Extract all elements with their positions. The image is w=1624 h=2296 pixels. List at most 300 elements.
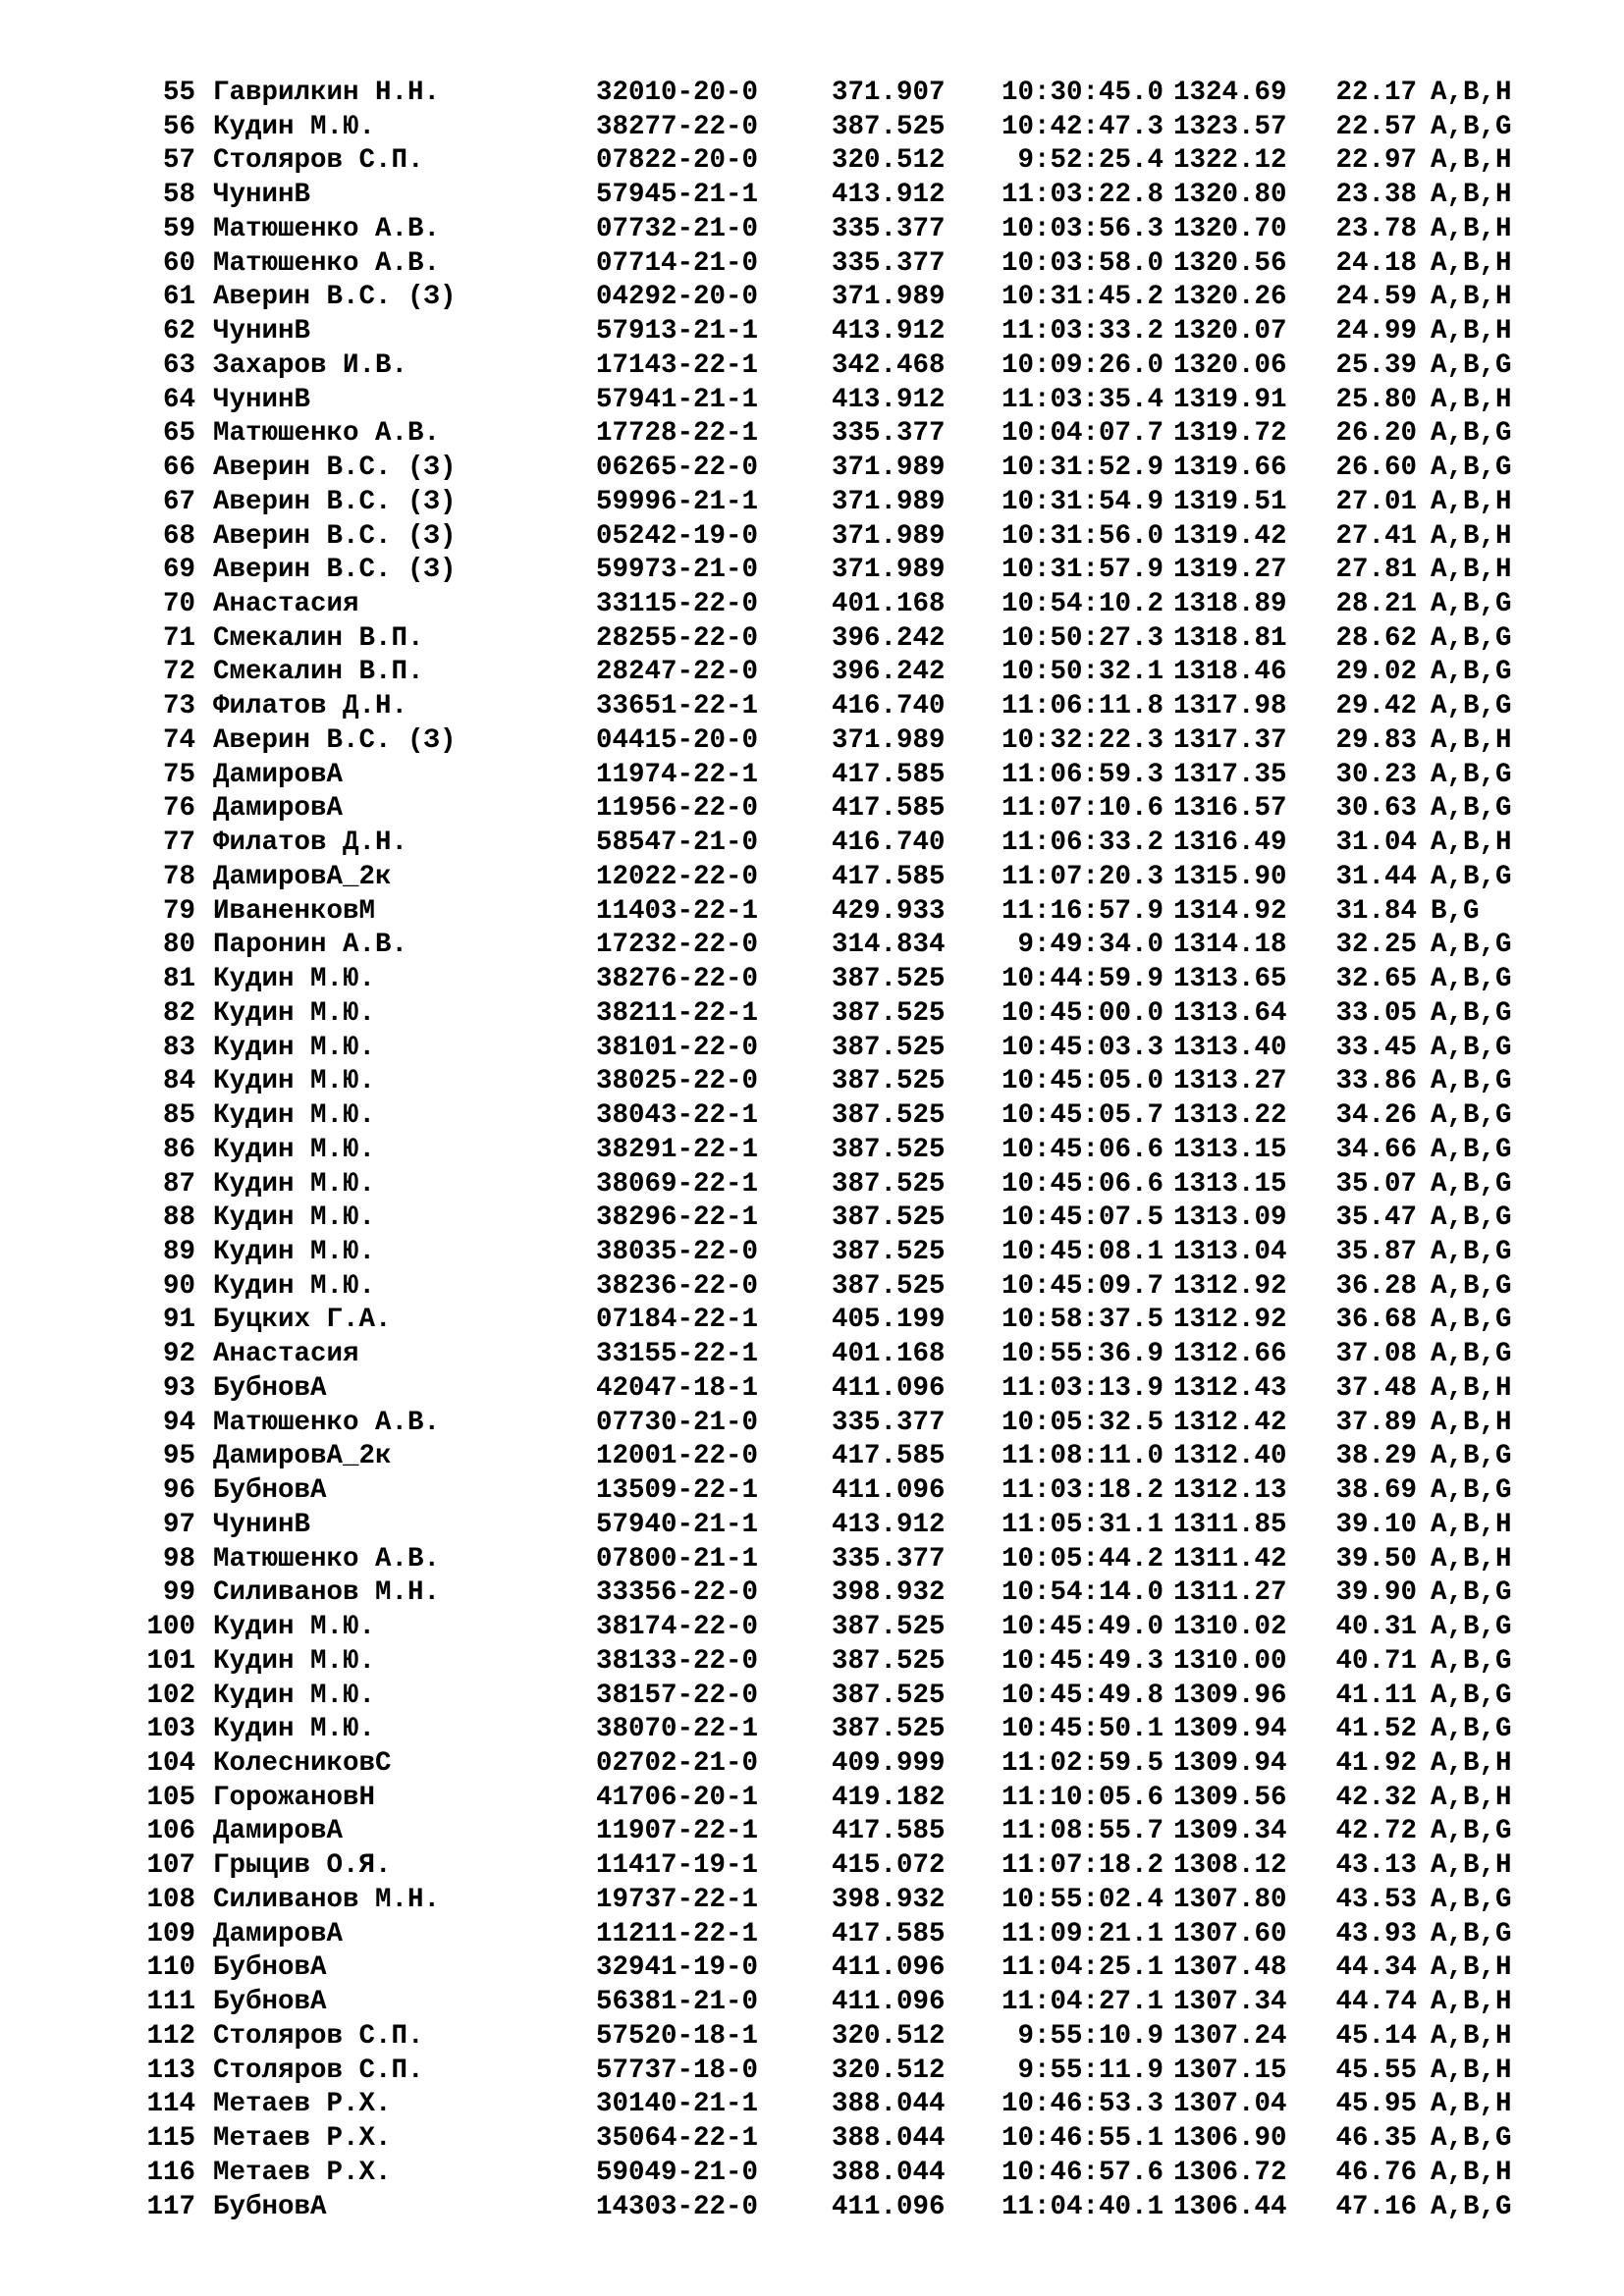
arrival-time: 11:07:18.2 xyxy=(1001,1850,1164,1882)
distance-km: 387.525 xyxy=(832,1645,946,1677)
ring-number: 38035-22-0 xyxy=(596,1236,759,1267)
arrival-time: 11:03:13.9 xyxy=(1001,1372,1164,1404)
arrival-time: 10:31:54.9 xyxy=(1001,486,1164,517)
groups: A,B,G xyxy=(1431,589,1512,620)
speed: 1317.98 xyxy=(1173,691,1287,722)
distance-km: 371.989 xyxy=(832,486,946,517)
fancier-name: ДамировА_2к xyxy=(213,1441,392,1472)
arrival-time: 11:04:27.1 xyxy=(1001,1987,1164,2018)
groups: A,B,H xyxy=(1431,1952,1512,1984)
speed: 1320.70 xyxy=(1173,213,1287,244)
speed: 1315.90 xyxy=(1173,861,1287,892)
speed: 1307.48 xyxy=(1173,1952,1287,1984)
coefficient: 34.66 xyxy=(1335,1134,1417,1165)
place-number: 79 xyxy=(162,895,195,927)
speed: 1320.26 xyxy=(1173,282,1287,313)
place-number: 109 xyxy=(146,1918,195,1949)
distance-km: 387.525 xyxy=(832,1032,946,1063)
coefficient: 24.59 xyxy=(1335,282,1417,313)
distance-km: 335.377 xyxy=(832,1543,946,1575)
coefficient: 40.71 xyxy=(1335,1645,1417,1677)
distance-km: 409.999 xyxy=(832,1747,946,1779)
distance-km: 416.740 xyxy=(832,691,946,722)
coefficient: 22.97 xyxy=(1335,145,1417,177)
place-number: 115 xyxy=(146,2123,195,2155)
speed: 1320.80 xyxy=(1173,180,1287,211)
distance-km: 320.512 xyxy=(832,2055,946,2086)
distance-km: 371.907 xyxy=(832,78,946,108)
ring-number: 38296-22-1 xyxy=(596,1202,759,1234)
fancier-name: БубновА xyxy=(213,1372,327,1404)
fancier-name: Кудин М.Ю. xyxy=(213,1714,376,1745)
ring-number: 38070-22-1 xyxy=(596,1714,759,1745)
speed: 1319.91 xyxy=(1173,384,1287,415)
coefficient: 39.50 xyxy=(1335,1543,1417,1575)
groups: A,B,H xyxy=(1431,1987,1512,2018)
speed: 1318.46 xyxy=(1173,657,1287,688)
distance-km: 416.740 xyxy=(832,828,946,859)
ring-number: 57945-21-1 xyxy=(596,180,759,211)
coefficient: 45.55 xyxy=(1335,2055,1417,2086)
coefficient: 38.29 xyxy=(1335,1441,1417,1472)
fancier-name: Кудин М.Ю. xyxy=(213,1168,376,1200)
place-number: 114 xyxy=(146,2089,195,2120)
place-number: 117 xyxy=(146,2191,195,2222)
arrival-time: 10:42:47.3 xyxy=(1001,111,1164,142)
place-number: 99 xyxy=(162,1577,195,1609)
coefficient: 26.20 xyxy=(1335,418,1417,450)
ring-number: 57913-21-1 xyxy=(596,316,759,347)
coefficient: 29.42 xyxy=(1335,691,1417,722)
place-number: 86 xyxy=(162,1134,195,1165)
arrival-time: 10:09:26.0 xyxy=(1001,349,1164,381)
coefficient: 32.65 xyxy=(1335,964,1417,995)
groups: A,B,G xyxy=(1431,1577,1512,1609)
speed: 1309.94 xyxy=(1173,1747,1287,1779)
groups: A,B,H xyxy=(1431,247,1512,279)
fancier-name: Аверин В.С. (З) xyxy=(213,282,457,313)
groups: A,B,G xyxy=(1431,1816,1512,1847)
groups: A,B,G xyxy=(1431,1270,1512,1302)
distance-km: 419.182 xyxy=(832,1782,946,1813)
coefficient: 36.68 xyxy=(1335,1305,1417,1336)
coefficient: 24.99 xyxy=(1335,316,1417,347)
speed: 1307.15 xyxy=(1173,2055,1287,2086)
fancier-name: БубновА xyxy=(213,1987,327,2018)
arrival-time: 10:45:05.7 xyxy=(1001,1100,1164,1132)
distance-km: 387.525 xyxy=(832,1612,946,1643)
distance-km: 396.242 xyxy=(832,657,946,688)
speed: 1307.80 xyxy=(1173,1884,1287,1915)
groups: A,B,G xyxy=(1431,964,1512,995)
place-number: 110 xyxy=(146,1952,195,1984)
arrival-time: 10:05:32.5 xyxy=(1001,1407,1164,1438)
groups: A,B,H xyxy=(1431,2020,1512,2052)
arrival-time: 10:45:49.3 xyxy=(1001,1645,1164,1677)
arrival-time: 10:45:50.1 xyxy=(1001,1714,1164,1745)
fancier-name: Кудин М.Ю. xyxy=(213,1100,376,1132)
arrival-time: 10:46:53.3 xyxy=(1001,2089,1164,2120)
speed: 1309.96 xyxy=(1173,1680,1287,1711)
distance-km: 398.932 xyxy=(832,1577,946,1609)
place-number: 91 xyxy=(162,1305,195,1336)
speed: 1318.89 xyxy=(1173,589,1287,620)
place-number: 92 xyxy=(162,1339,195,1370)
place-number: 60 xyxy=(162,247,195,279)
arrival-time: 11:03:18.2 xyxy=(1001,1475,1164,1507)
arrival-time: 11:08:11.0 xyxy=(1001,1441,1164,1472)
place-number: 71 xyxy=(162,622,195,654)
arrival-time: 11:08:55.7 xyxy=(1001,1816,1164,1847)
speed: 1319.27 xyxy=(1173,555,1287,586)
distance-km: 398.932 xyxy=(832,1884,946,1915)
distance-km: 320.512 xyxy=(832,145,946,177)
coefficient: 47.16 xyxy=(1335,2191,1417,2222)
ring-number: 06265-22-0 xyxy=(596,453,759,484)
place-number: 98 xyxy=(162,1543,195,1575)
speed: 1314.92 xyxy=(1173,895,1287,927)
groups: A,B,H xyxy=(1431,1509,1512,1540)
distance-km: 405.199 xyxy=(832,1305,946,1336)
groups: A,B,G xyxy=(1431,418,1512,450)
coefficient: 36.28 xyxy=(1335,1270,1417,1302)
arrival-time: 9:55:11.9 xyxy=(1017,2055,1164,2086)
distance-km: 417.585 xyxy=(832,861,946,892)
groups: A,B,H xyxy=(1431,555,1512,586)
speed: 1320.07 xyxy=(1173,316,1287,347)
place-number: 66 xyxy=(162,453,195,484)
fancier-name: Кудин М.Ю. xyxy=(213,1032,376,1063)
ring-number: 38043-22-1 xyxy=(596,1100,759,1132)
fancier-name: Аверин В.С. (З) xyxy=(213,724,457,756)
coefficient: 35.47 xyxy=(1335,1202,1417,1234)
fancier-name: Кудин М.Ю. xyxy=(213,1612,376,1643)
distance-km: 417.585 xyxy=(832,759,946,790)
place-number: 77 xyxy=(162,828,195,859)
arrival-time: 10:45:06.6 xyxy=(1001,1168,1164,1200)
place-number: 81 xyxy=(162,964,195,995)
speed: 1309.34 xyxy=(1173,1816,1287,1847)
arrival-time: 10:45:05.0 xyxy=(1001,1066,1164,1097)
distance-km: 371.989 xyxy=(832,555,946,586)
place-number: 107 xyxy=(146,1850,195,1882)
arrival-time: 11:06:59.3 xyxy=(1001,759,1164,790)
ring-number: 33651-22-1 xyxy=(596,691,759,722)
coefficient: 45.95 xyxy=(1335,2089,1417,2120)
arrival-time: 10:31:56.0 xyxy=(1001,520,1164,552)
fancier-name: ДамировА xyxy=(213,1918,344,1949)
groups: A,B,G xyxy=(1431,793,1512,825)
speed: 1312.92 xyxy=(1173,1305,1287,1336)
fancier-name: Метаев Р.Х. xyxy=(213,2089,392,2120)
ring-number: 04415-20-0 xyxy=(596,724,759,756)
arrival-time: 10:46:57.6 xyxy=(1001,2157,1164,2188)
ring-number: 38291-22-1 xyxy=(596,1134,759,1165)
speed: 1313.04 xyxy=(1173,1236,1287,1267)
coefficient: 34.26 xyxy=(1335,1100,1417,1132)
arrival-time: 9:55:10.9 xyxy=(1017,2020,1164,2052)
fancier-name: Кудин М.Ю. xyxy=(213,1202,376,1234)
place-number: 103 xyxy=(146,1714,195,1745)
ring-number: 04292-20-0 xyxy=(596,282,759,313)
groups: A,B,H xyxy=(1431,2089,1512,2120)
speed: 1312.42 xyxy=(1173,1407,1287,1438)
distance-km: 320.512 xyxy=(832,2020,946,2052)
fancier-name: Метаев Р.Х. xyxy=(213,2123,392,2155)
coefficient: 33.05 xyxy=(1335,997,1417,1029)
arrival-time: 9:49:34.0 xyxy=(1017,930,1164,961)
place-number: 108 xyxy=(146,1884,195,1915)
ring-number: 05242-19-0 xyxy=(596,520,759,552)
distance-km: 371.989 xyxy=(832,724,946,756)
groups: A,B,H xyxy=(1431,1543,1512,1575)
ring-number: 32941-19-0 xyxy=(596,1952,759,1984)
arrival-time: 11:16:57.9 xyxy=(1001,895,1164,927)
distance-km: 413.912 xyxy=(832,384,946,415)
arrival-time: 11:04:40.1 xyxy=(1001,2191,1164,2222)
arrival-time: 10:54:14.0 xyxy=(1001,1577,1164,1609)
distance-km: 387.525 xyxy=(832,1066,946,1097)
groups: A,B,H xyxy=(1431,1850,1512,1882)
groups: A,B,G xyxy=(1431,759,1512,790)
fancier-name: Столяров С.П. xyxy=(213,2055,424,2086)
fancier-name: Анастасия xyxy=(213,589,359,620)
ring-number: 41706-20-1 xyxy=(596,1782,759,1813)
distance-km: 387.525 xyxy=(832,964,946,995)
groups: A,B,G xyxy=(1431,1100,1512,1132)
distance-km: 387.525 xyxy=(832,1134,946,1165)
speed: 1313.27 xyxy=(1173,1066,1287,1097)
place-number: 59 xyxy=(162,213,195,244)
arrival-time: 11:06:11.8 xyxy=(1001,691,1164,722)
place-number: 95 xyxy=(162,1441,195,1472)
speed: 1307.04 xyxy=(1173,2089,1287,2120)
arrival-time: 10:50:27.3 xyxy=(1001,622,1164,654)
coefficient: 39.10 xyxy=(1335,1509,1417,1540)
coefficient: 35.07 xyxy=(1335,1168,1417,1200)
groups: A,B,G xyxy=(1431,691,1512,722)
place-number: 89 xyxy=(162,1236,195,1267)
fancier-name: ДамировА_2к xyxy=(213,861,392,892)
distance-km: 387.525 xyxy=(832,1236,946,1267)
fancier-name: БубновА xyxy=(213,1952,327,1984)
distance-km: 371.989 xyxy=(832,282,946,313)
speed: 1313.09 xyxy=(1173,1202,1287,1234)
coefficient: 40.31 xyxy=(1335,1612,1417,1643)
fancier-name: Кудин М.Ю. xyxy=(213,1270,376,1302)
speed: 1314.18 xyxy=(1173,930,1287,961)
ring-number: 42047-18-1 xyxy=(596,1372,759,1404)
ring-number: 02702-21-0 xyxy=(596,1747,759,1779)
place-number: 113 xyxy=(146,2055,195,2086)
fancier-name: КолесниковС xyxy=(213,1747,392,1779)
ring-number: 13509-22-1 xyxy=(596,1475,759,1507)
coefficient: 29.83 xyxy=(1335,724,1417,756)
coefficient: 31.44 xyxy=(1335,861,1417,892)
groups: A,B,G xyxy=(1431,1612,1512,1643)
speed: 1319.72 xyxy=(1173,418,1287,450)
place-number: 87 xyxy=(162,1168,195,1200)
groups: A,B,G xyxy=(1431,2191,1512,2222)
coefficient: 45.14 xyxy=(1335,2020,1417,2052)
groups: A,B,H xyxy=(1431,213,1512,244)
ring-number: 17728-22-1 xyxy=(596,418,759,450)
groups: A,B,G xyxy=(1431,1645,1512,1677)
distance-km: 335.377 xyxy=(832,213,946,244)
distance-km: 417.585 xyxy=(832,793,946,825)
speed: 1319.42 xyxy=(1173,520,1287,552)
distance-km: 411.096 xyxy=(832,1952,946,1984)
place-number: 84 xyxy=(162,1066,195,1097)
speed: 1307.34 xyxy=(1173,1987,1287,2018)
ring-number: 11417-19-1 xyxy=(596,1850,759,1882)
place-number: 75 xyxy=(162,759,195,790)
distance-km: 415.072 xyxy=(832,1850,946,1882)
ring-number: 28255-22-0 xyxy=(596,622,759,654)
coefficient: 44.34 xyxy=(1335,1952,1417,1984)
arrival-time: 9:52:25.4 xyxy=(1017,145,1164,177)
distance-km: 413.912 xyxy=(832,180,946,211)
ring-number: 56381-21-0 xyxy=(596,1987,759,2018)
fancier-name: Аверин В.С. (З) xyxy=(213,453,457,484)
distance-km: 388.044 xyxy=(832,2157,946,2188)
arrival-time: 11:07:20.3 xyxy=(1001,861,1164,892)
fancier-name: Грыцив О.Я. xyxy=(213,1850,392,1882)
ring-number: 12001-22-0 xyxy=(596,1441,759,1472)
speed: 1312.66 xyxy=(1173,1339,1287,1370)
speed: 1308.12 xyxy=(1173,1850,1287,1882)
place-number: 73 xyxy=(162,691,195,722)
place-number: 55 xyxy=(162,78,195,108)
coefficient: 33.45 xyxy=(1335,1032,1417,1063)
arrival-time: 10:32:22.3 xyxy=(1001,724,1164,756)
speed: 1312.92 xyxy=(1173,1270,1287,1302)
ring-number: 28247-22-0 xyxy=(596,657,759,688)
fancier-name: Матюшенко А.В. xyxy=(213,418,441,450)
fancier-name: Захаров И.В. xyxy=(213,349,408,381)
groups: A,B,G xyxy=(1431,1134,1512,1165)
speed: 1307.60 xyxy=(1173,1918,1287,1949)
coefficient: 23.78 xyxy=(1335,213,1417,244)
groups: A,B,G xyxy=(1431,1202,1512,1234)
arrival-time: 10:45:06.6 xyxy=(1001,1134,1164,1165)
ring-number: 30140-21-1 xyxy=(596,2089,759,2120)
distance-km: 342.468 xyxy=(832,349,946,381)
arrival-time: 10:04:07.7 xyxy=(1001,418,1164,450)
distance-km: 401.168 xyxy=(832,1339,946,1370)
place-number: 101 xyxy=(146,1645,195,1677)
speed: 1313.40 xyxy=(1173,1032,1287,1063)
coefficient: 41.11 xyxy=(1335,1680,1417,1711)
groups: A,B,G xyxy=(1431,1339,1512,1370)
groups: A,B,G xyxy=(1431,1168,1512,1200)
coefficient: 27.81 xyxy=(1335,555,1417,586)
ring-number: 17143-22-1 xyxy=(596,349,759,381)
distance-km: 401.168 xyxy=(832,589,946,620)
place-number: 57 xyxy=(162,145,195,177)
ring-number: 32010-20-0 xyxy=(596,78,759,108)
coefficient: 28.62 xyxy=(1335,622,1417,654)
coefficient: 32.25 xyxy=(1335,930,1417,961)
fancier-name: ДамировА xyxy=(213,1816,344,1847)
distance-km: 417.585 xyxy=(832,1816,946,1847)
fancier-name: Кудин М.Ю. xyxy=(213,1645,376,1677)
fancier-name: Кудин М.Ю. xyxy=(213,997,376,1029)
groups: A,B,G xyxy=(1431,1441,1512,1472)
fancier-name: ГорожановН xyxy=(213,1782,376,1813)
arrival-time: 10:31:45.2 xyxy=(1001,282,1164,313)
distance-km: 371.989 xyxy=(832,453,946,484)
fancier-name: ЧунинВ xyxy=(213,180,311,211)
place-number: 116 xyxy=(146,2157,195,2188)
speed: 1316.49 xyxy=(1173,828,1287,859)
speed: 1310.02 xyxy=(1173,1612,1287,1643)
arrival-time: 10:03:56.3 xyxy=(1001,213,1164,244)
arrival-time: 11:05:31.1 xyxy=(1001,1509,1164,1540)
groups: A,B,H xyxy=(1431,384,1512,415)
distance-km: 388.044 xyxy=(832,2089,946,2120)
coefficient: 42.72 xyxy=(1335,1816,1417,1847)
arrival-time: 11:06:33.2 xyxy=(1001,828,1164,859)
fancier-name: Смекалин В.П. xyxy=(213,622,424,654)
speed: 1311.42 xyxy=(1173,1543,1287,1575)
ring-number: 07732-21-0 xyxy=(596,213,759,244)
ring-number: 33115-22-0 xyxy=(596,589,759,620)
ring-number: 59996-21-1 xyxy=(596,486,759,517)
groups: A,B,G xyxy=(1431,1680,1512,1711)
fancier-name: Кудин М.Ю. xyxy=(213,964,376,995)
arrival-time: 10:58:37.5 xyxy=(1001,1305,1164,1336)
ring-number: 38236-22-0 xyxy=(596,1270,759,1302)
fancier-name: Матюшенко А.В. xyxy=(213,213,441,244)
fancier-name: Анастасия xyxy=(213,1339,359,1370)
ring-number: 59049-21-0 xyxy=(596,2157,759,2188)
place-number: 62 xyxy=(162,316,195,347)
distance-km: 335.377 xyxy=(832,1407,946,1438)
coefficient: 43.93 xyxy=(1335,1918,1417,1949)
ring-number: 07714-21-0 xyxy=(596,247,759,279)
ring-number: 07822-20-0 xyxy=(596,145,759,177)
arrival-time: 10:45:08.1 xyxy=(1001,1236,1164,1267)
groups: A,B,H xyxy=(1431,2157,1512,2188)
groups: A,B,H xyxy=(1431,316,1512,347)
place-number: 105 xyxy=(146,1782,195,1813)
arrival-time: 10:45:00.0 xyxy=(1001,997,1164,1029)
fancier-name: Матюшенко А.В. xyxy=(213,247,441,279)
coefficient: 44.74 xyxy=(1335,1987,1417,2018)
groups: A,B,H xyxy=(1431,1372,1512,1404)
place-number: 100 xyxy=(146,1612,195,1643)
coefficient: 38.69 xyxy=(1335,1475,1417,1507)
ring-number: 38211-22-1 xyxy=(596,997,759,1029)
ring-number: 58547-21-0 xyxy=(596,828,759,859)
groups: A,B,H xyxy=(1431,282,1512,313)
fancier-name: Кудин М.Ю. xyxy=(213,1066,376,1097)
distance-km: 335.377 xyxy=(832,247,946,279)
place-number: 68 xyxy=(162,520,195,552)
coefficient: 27.41 xyxy=(1335,520,1417,552)
place-number: 61 xyxy=(162,282,195,313)
coefficient: 25.39 xyxy=(1335,349,1417,381)
speed: 1317.37 xyxy=(1173,724,1287,756)
coefficient: 33.86 xyxy=(1335,1066,1417,1097)
distance-km: 417.585 xyxy=(832,1441,946,1472)
ring-number: 11956-22-0 xyxy=(596,793,759,825)
ring-number: 57940-21-1 xyxy=(596,1509,759,1540)
place-number: 72 xyxy=(162,657,195,688)
groups: A,B,H xyxy=(1431,2055,1512,2086)
arrival-time: 10:30:45.0 xyxy=(1001,78,1164,108)
